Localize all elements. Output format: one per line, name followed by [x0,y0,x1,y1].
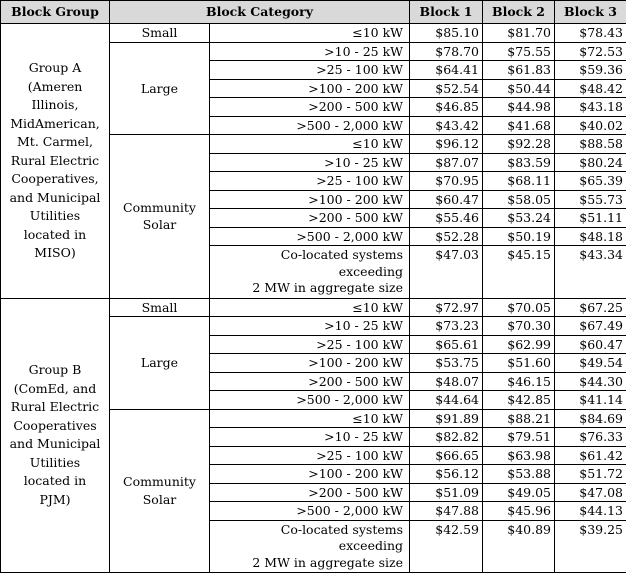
block-3-price-cell: $78.43 [555,24,626,43]
block-2-price-cell: $51.60 [483,354,555,373]
block-2-price-cell: $50.44 [483,79,555,98]
size-range-cell: >500 - 2,000 kW [210,391,410,410]
block-2-price-cell: $49.05 [483,483,555,502]
block-1-price-cell: $72.97 [410,298,483,317]
block-1-price-cell: $85.10 [410,24,483,43]
block-1-price-cell: $82.82 [410,428,483,447]
size-range-cell: Co-located systems exceeding 2 MW in aggregate size [210,520,410,573]
block-3-price-cell: $65.39 [555,172,626,191]
block-1-price-cell: $44.64 [410,391,483,410]
block-3-price-cell: $44.13 [555,502,626,521]
block-1-price-cell: $70.95 [410,172,483,191]
size-range-cell: >200 - 500 kW [210,483,410,502]
block-3-price-cell: $55.73 [555,190,626,209]
block-3-price-cell: $40.02 [555,116,626,135]
size-range-cell: >500 - 2,000 kW [210,502,410,521]
subcategory-label: Community Solar [123,199,196,233]
group-label: Group B (ComEd, and Rural Electric Cooperatives and Municipal Utilities located in PJM) [9,362,101,507]
table-row [1,298,626,317]
block-3-price-cell: $47.08 [555,483,626,502]
size-range-cell: >500 - 2,000 kW [210,227,410,246]
subcategory-label: Small [141,299,178,315]
block-2-price-cell: $75.55 [483,42,555,61]
table-row [1,24,626,43]
block-3-price-cell: $88.58 [555,135,626,154]
size-range-cell: >25 - 100 kW [210,61,410,80]
subcategory-cell [110,409,210,573]
table-body [1,24,626,573]
block-2-price-cell: $83.59 [483,153,555,172]
block-3-price-cell: $48.42 [555,79,626,98]
block-3-price-cell: $43.34 [555,246,626,299]
block-2-price-cell: $46.15 [483,372,555,391]
block-1-price-cell: $78.70 [410,42,483,61]
block-3-price-cell: $59.36 [555,61,626,80]
subcategory-cell [110,317,210,410]
block-1-price-cell: $43.42 [410,116,483,135]
size-range-cell: >200 - 500 kW [210,372,410,391]
block-2-price-cell: $68.11 [483,172,555,191]
block-1-price-cell: $48.07 [410,372,483,391]
size-range-cell: >200 - 500 kW [210,209,410,228]
block-1-price-cell: $87.07 [410,153,483,172]
block-2-price-cell: $44.98 [483,98,555,117]
block-2-price-cell: $53.24 [483,209,555,228]
group-label: Group A (Ameren Illinois, MidAmerican, Mt. Carmel, Rural Electric Cooperatives, and Municipal Utilities located in MISO) [9,60,101,260]
block-3-price-cell: $72.53 [555,42,626,61]
size-range-cell: >200 - 500 kW [210,98,410,117]
subcategory-cell [110,42,210,135]
block-2-price-cell: $41.68 [483,116,555,135]
size-range-cell: ≤10 kW [210,24,410,43]
block-3-price-cell: $41.14 [555,391,626,410]
block-2-price-cell: $92.28 [483,135,555,154]
block-2-price-cell: $62.99 [483,335,555,354]
size-range-cell: >10 - 25 kW [210,428,410,447]
group-label-cell [1,298,110,573]
block-1-price-cell: $52.28 [410,227,483,246]
block-3-price-cell: $39.25 [555,520,626,573]
block-1-price-cell: $46.85 [410,98,483,117]
block-3-price-cell: $48.18 [555,227,626,246]
block-1-price-cell: $73.23 [410,317,483,336]
block-1-price-cell: $47.03 [410,246,483,299]
block-1-price-cell: $64.41 [410,61,483,80]
block-3-price-cell: $67.25 [555,298,626,317]
subcategory-label: Large [140,80,179,96]
block-1-price-cell: $47.88 [410,502,483,521]
block-2-price-cell: $58.05 [483,190,555,209]
block-3-price-cell: $51.11 [555,209,626,228]
block-1-price-cell: $65.61 [410,335,483,354]
size-range-cell: >25 - 100 kW [210,172,410,191]
size-range-cell: >100 - 200 kW [210,354,410,373]
header-block-group: Block Group [1,1,110,24]
block-2-price-cell: $50.19 [483,227,555,246]
block-2-price-cell: $63.98 [483,446,555,465]
size-range-cell: >100 - 200 kW [210,465,410,484]
size-range-cell: >10 - 25 kW [210,317,410,336]
block-2-price-cell: $70.05 [483,298,555,317]
size-range-cell: >500 - 2,000 kW [210,116,410,135]
block-3-price-cell: $80.24 [555,153,626,172]
block-3-price-cell: $76.33 [555,428,626,447]
block-1-price-cell: $51.09 [410,483,483,502]
block-3-price-cell: $84.69 [555,409,626,428]
size-range-cell: ≤10 kW [210,298,410,317]
subcategory-cell [110,24,210,43]
block-2-price-cell: $61.83 [483,61,555,80]
block-3-price-cell: $60.47 [555,335,626,354]
block-2-price-cell: $45.96 [483,502,555,521]
block-1-price-cell: $52.54 [410,79,483,98]
block-2-price-cell: $81.70 [483,24,555,43]
block-3-price-cell: $61.42 [555,446,626,465]
size-range-cell: >10 - 25 kW [210,42,410,61]
header-block-category: Block Category [110,1,410,24]
block-1-price-cell: $55.46 [410,209,483,228]
block-2-price-cell: $88.21 [483,409,555,428]
size-range-cell: ≤10 kW [210,409,410,428]
size-range-cell: >10 - 25 kW [210,153,410,172]
block-2-price-cell: $45.15 [483,246,555,299]
block-2-price-cell: $53.88 [483,465,555,484]
block-1-price-cell: $56.12 [410,465,483,484]
subcategory-cell [110,298,210,317]
block-3-price-cell: $51.72 [555,465,626,484]
block-2-price-cell: $40.89 [483,520,555,573]
header-block-2: Block 2 [483,1,555,24]
subcategory-cell [110,135,210,299]
block-2-price-cell: $70.30 [483,317,555,336]
block-2-price-cell: $79.51 [483,428,555,447]
subcategory-label: Small [141,25,178,40]
block-1-price-cell: $66.65 [410,446,483,465]
header-block-3: Block 3 [555,1,626,24]
block-1-price-cell: $42.59 [410,520,483,573]
size-range-cell: >25 - 100 kW [210,446,410,465]
table-header [1,1,626,24]
block-3-price-cell: $49.54 [555,354,626,373]
size-range-cell: Co-located systems exceeding 2 MW in aggregate size [210,246,410,299]
subcategory-label: Large [140,355,179,370]
block-1-price-cell: $53.75 [410,354,483,373]
block-1-price-cell: $60.47 [410,190,483,209]
size-range-cell: ≤10 kW [210,135,410,154]
block-2-price-cell: $42.85 [483,391,555,410]
group-label-cell [1,24,110,299]
block-1-price-cell: $91.89 [410,409,483,428]
size-range-cell: >100 - 200 kW [210,190,410,209]
block-1-price-cell: $96.12 [410,135,483,154]
block-3-price-cell: $43.18 [555,98,626,117]
size-range-cell: >100 - 200 kW [210,79,410,98]
header-block-1: Block 1 [410,1,483,24]
block-3-price-cell: $67.49 [555,317,626,336]
subcategory-label: Community Solar [123,474,196,507]
block-3-price-cell: $44.30 [555,372,626,391]
size-range-cell: >25 - 100 kW [210,335,410,354]
